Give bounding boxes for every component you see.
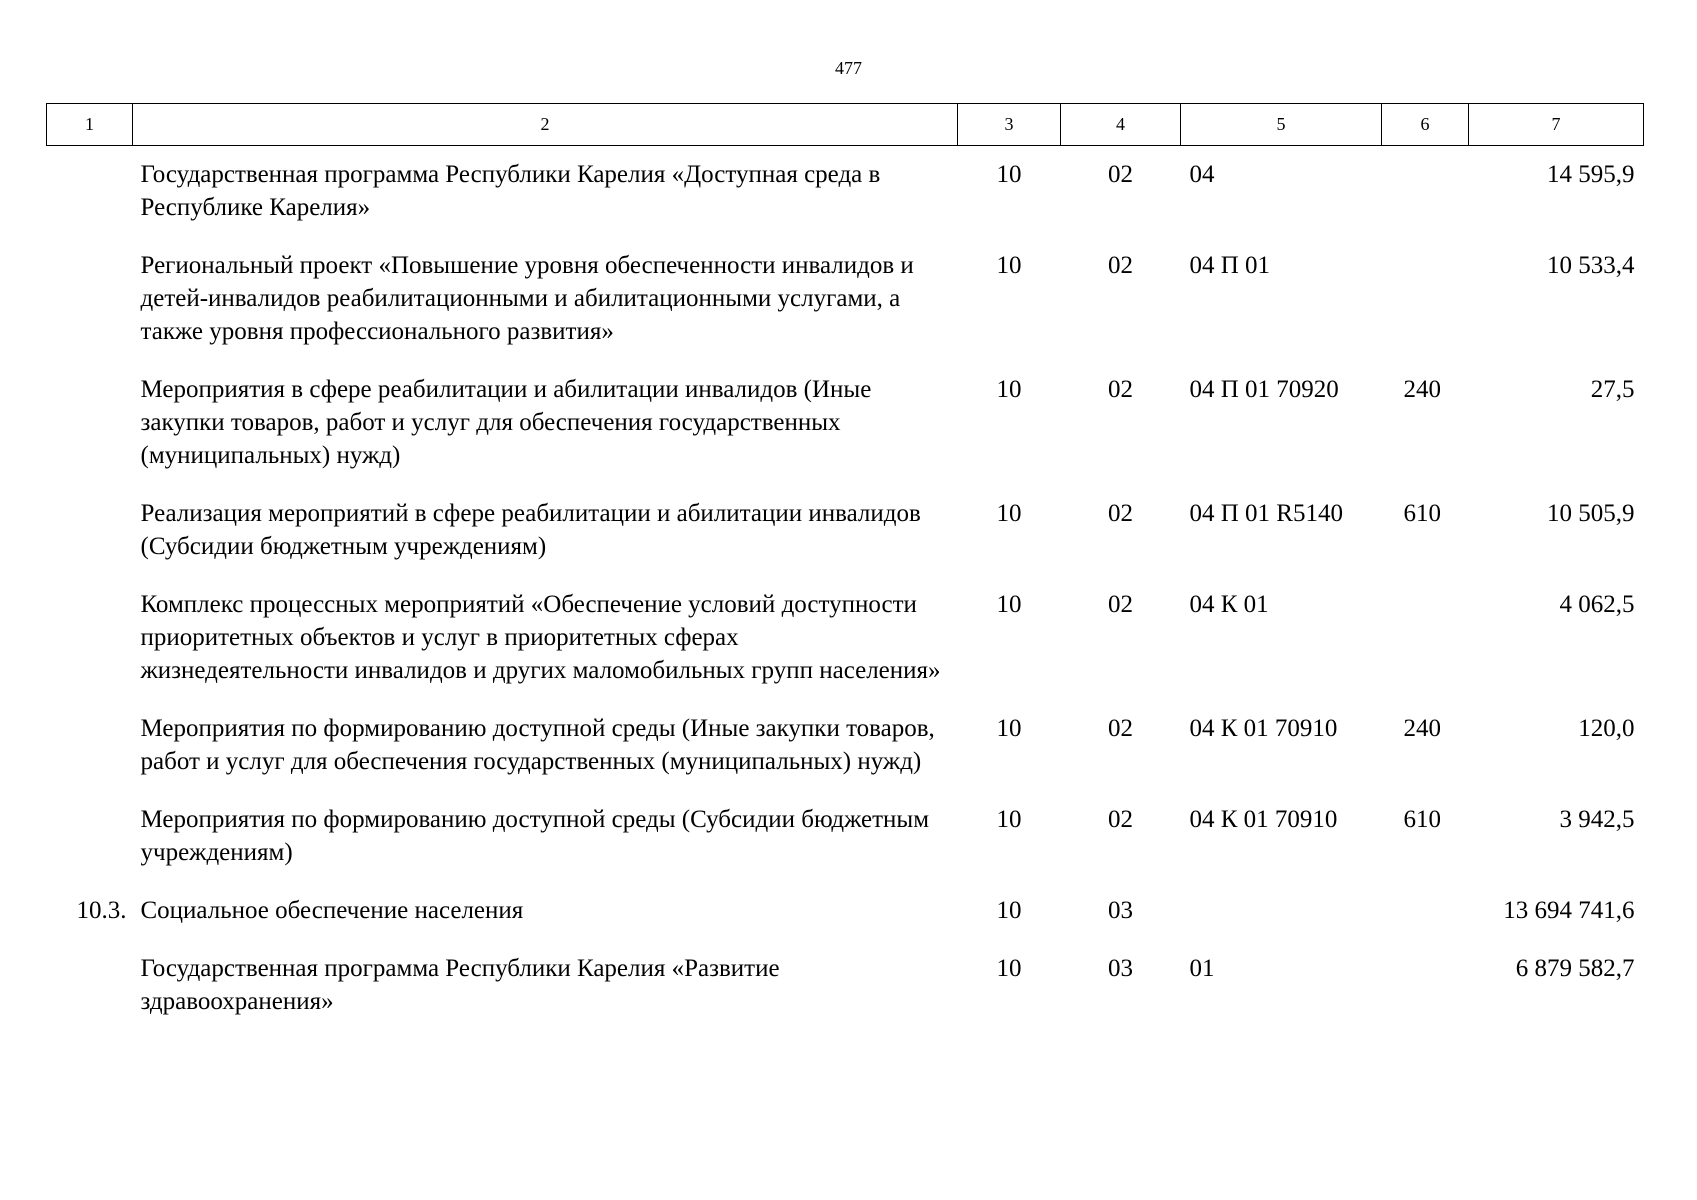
row-name: Региональный проект «Повышение уровня обеспеченности инвалидов и детей-инвалидов реабилитационными и абилитационными услугами, а также уровня профессионального развития»: [140, 252, 914, 345]
table-row: [47, 791, 1644, 882]
row-expense-type: 610: [1403, 806, 1441, 833]
row-number: [47, 361, 133, 485]
row-amount: 14 595,9: [1547, 161, 1635, 188]
row-section: 10: [996, 252, 1022, 279]
row-name: Мероприятия в сфере реабилитации и абилитации инвалидов (Иные закупки товаров, работ и услуг для обеспечения государственных (муниципальных) нужд): [140, 376, 872, 469]
row-subsection: 02: [1108, 161, 1133, 188]
row-section: 10: [996, 897, 1022, 924]
row-expense-type: [1382, 576, 1469, 700]
row-expense-type: [1382, 237, 1469, 361]
row-section: 10: [996, 376, 1022, 403]
header-cell-3: 3: [958, 104, 1061, 146]
row-section: 10: [996, 715, 1022, 742]
row-number: [47, 576, 133, 700]
row-number: [47, 791, 133, 882]
header-cell-7: 7: [1469, 104, 1644, 146]
row-expense-type: [1382, 146, 1469, 238]
row-target-article: 04: [1189, 161, 1215, 188]
row-section: 10: [996, 500, 1022, 527]
table-body: [47, 146, 1644, 1032]
row-expense-type: [1382, 940, 1469, 1031]
row-number: 10.3.: [76, 897, 127, 924]
header-row: [47, 104, 1644, 146]
row-section: 10: [996, 955, 1022, 982]
row-section: 10: [996, 806, 1022, 833]
row-subsection: 03: [1108, 955, 1133, 982]
table-row: [47, 237, 1644, 361]
row-name: Государственная программа Республики Карелия «Доступная среда в Республике Карелия»: [140, 161, 881, 221]
row-name: Мероприятия по формированию доступной среды (Субсидии бюджетным учреждениям): [140, 806, 930, 866]
row-name: Комплекс процессных мероприятий «Обеспечение условий доступности приоритетных объектов и услуг в приоритетных сферах жизнедеятельности инвалидов и других маломобильных групп населения»: [140, 591, 941, 684]
row-target-article: 04 П 01 70920: [1189, 376, 1339, 403]
row-amount: 27,5: [1590, 376, 1635, 403]
row-target-article: 04 П 01 R5140: [1189, 500, 1343, 527]
row-number: [47, 146, 133, 238]
row-number: [47, 940, 133, 1031]
table-row: [47, 485, 1644, 576]
row-subsection: 02: [1108, 376, 1133, 403]
header-cell-6: 6: [1382, 104, 1469, 146]
row-name: Реализация мероприятий в сфере реабилитации и абилитации инвалидов (Субсидии бюджетным учреждениям): [140, 500, 921, 560]
table-row: [47, 882, 1644, 940]
row-subsection: 02: [1108, 591, 1133, 618]
row-subsection: 02: [1108, 500, 1133, 527]
header-cell-5: 5: [1181, 104, 1382, 146]
row-number: [47, 237, 133, 361]
header-cell-4: 4: [1061, 104, 1181, 146]
row-subsection: 02: [1108, 715, 1133, 742]
row-amount: 6 879 582,7: [1515, 955, 1635, 982]
row-target-article: 04 К 01 70910: [1189, 806, 1338, 833]
table-header: [47, 104, 1644, 146]
budget-table: [46, 103, 1644, 1031]
row-number: [47, 700, 133, 791]
row-subsection: 02: [1108, 806, 1133, 833]
row-amount: 13 694 741,6: [1503, 897, 1635, 924]
row-subsection: 03: [1108, 897, 1133, 924]
header-cell-1: 1: [47, 104, 133, 146]
row-section: 10: [996, 591, 1022, 618]
row-amount: 10 505,9: [1547, 500, 1635, 527]
table-row: [47, 576, 1644, 700]
row-expense-type: 610: [1403, 500, 1441, 527]
row-expense-type: 240: [1403, 715, 1441, 742]
table-row: [47, 361, 1644, 485]
row-number: [47, 485, 133, 576]
row-subsection: 02: [1108, 252, 1133, 279]
row-name: Мероприятия по формированию доступной среды (Иные закупки товаров, работ и услуг для обеспечения государственных (муниципальных) нужд): [140, 715, 935, 775]
page-number: 477: [835, 58, 862, 78]
table-row: [47, 146, 1644, 238]
header-cell-2: 2: [133, 104, 958, 146]
row-section: 10: [996, 161, 1022, 188]
row-amount: 10 533,4: [1547, 252, 1635, 279]
table-row: [47, 700, 1644, 791]
row-name: Социальное обеспечение населения: [140, 897, 524, 924]
row-amount: 3 942,5: [1559, 806, 1635, 833]
row-target-article: [1181, 882, 1382, 940]
row-target-article: 01: [1189, 955, 1215, 982]
row-amount: 120,0: [1578, 715, 1635, 742]
row-target-article: 04 К 01: [1189, 591, 1269, 618]
row-target-article: 04 К 01 70910: [1189, 715, 1338, 742]
row-expense-type: 240: [1403, 376, 1441, 403]
row-amount: 4 062,5: [1559, 591, 1635, 618]
row-target-article: 04 П 01: [1189, 252, 1271, 279]
row-expense-type: [1382, 882, 1469, 940]
table-row: [47, 940, 1644, 1031]
row-name: Государственная программа Республики Карелия «Развитие здравоохранения»: [140, 955, 780, 1015]
